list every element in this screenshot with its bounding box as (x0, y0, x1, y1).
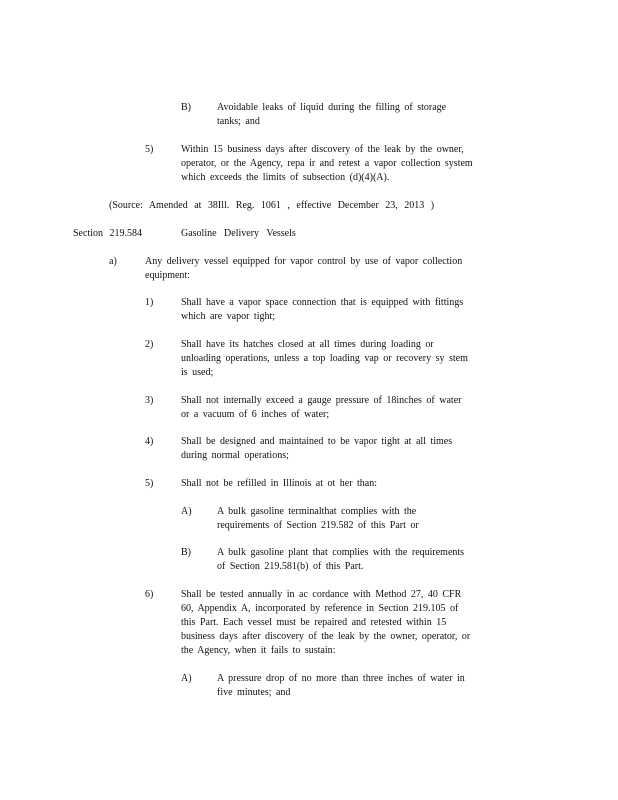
text-line: business days after discovery of the leak by the owner, operator, or (181, 631, 471, 642)
item-label-6a: A) (181, 673, 192, 684)
text-line: Shall not be refilled in Illinois at ot her than: (181, 478, 378, 489)
text-line: which exceeds the limits of subsection (d)(4)(A). (181, 172, 390, 183)
subsection-label-a: a) (109, 256, 117, 267)
paragraph-item-5-prev (181, 143, 473, 185)
section-title: Gasoline Delivery Vessels (181, 228, 296, 239)
item-label-b: B) (181, 102, 191, 113)
item-label-2: 2) (145, 339, 154, 350)
text-line: is used; (181, 367, 214, 378)
text-line: Any delivery vessel equipped for vapor control by use of vapor collection (145, 256, 463, 267)
text-line: which are vapor tight; (181, 311, 276, 322)
item-label-6: 6) (145, 589, 154, 600)
paragraph-item-5 (181, 477, 377, 491)
item-label-3: 3) (145, 395, 154, 406)
text-line: 60, Appendix A, incorporated by reference in Section 219.105 of (181, 603, 459, 614)
paragraph-item-2 (181, 338, 468, 380)
text-line: this Part. Each vessel must be repaired and retested within 15 (181, 617, 447, 628)
text-line: Avoidable leaks of liquid during the filling of storage (217, 102, 447, 113)
paragraph-item-5b (217, 546, 464, 574)
paragraph-item-b (217, 101, 446, 129)
item-label-4: 4) (145, 436, 154, 447)
text-line: tanks; and (217, 116, 260, 127)
section-number: Section 219.584 (73, 228, 142, 239)
text-line: Shall not internally exceed a gauge pressure of 18inches of water (181, 395, 462, 406)
item-label-5-prev: 5) (145, 144, 154, 155)
text-line: Within 15 business days after discovery of the leak by the owner, (181, 144, 464, 155)
text-line: unloading operations, unless a top loading vap or recovery sy stem (181, 353, 468, 364)
text-line: or a vacuum of 6 inches of water; (181, 409, 330, 420)
text-line: operator, or the Agency, repa ir and retest a vapor collection system (181, 158, 473, 169)
paragraph-item-3 (181, 394, 461, 422)
text-line: the Agency, when it fails to sustain: (181, 645, 336, 656)
paragraph-item-4 (181, 435, 452, 463)
paragraph-item-6a (217, 672, 465, 700)
item-label-5a: A) (181, 506, 192, 517)
item-label-1: 1) (145, 297, 154, 308)
text-line: equipment: (145, 270, 190, 281)
text-line: Shall have its hatches closed at all times during loading or (181, 339, 434, 350)
text-line: five minutes; and (217, 687, 291, 698)
text-line: during normal operations; (181, 450, 289, 461)
text-line: Shall be tested annually in ac cordance with Method 27, 40 CFR (181, 589, 462, 600)
item-label-5: 5) (145, 478, 154, 489)
text-line: A bulk gasoline terminalthat complies with the (217, 506, 417, 517)
source-note: (Source: Amended at 38Ill. Reg. 1061 , effective December 23, 2013 ) (109, 200, 435, 211)
text-line: A pressure drop of no more than three inches of water in (217, 673, 465, 684)
paragraph-item-1 (181, 296, 463, 324)
paragraph-subsection-a (145, 255, 462, 283)
text-line: A bulk gasoline plant that complies with the requirements (217, 547, 465, 558)
text-line: Shall be designed and maintained to be vapor tight at all times (181, 436, 453, 447)
paragraph-item-6 (181, 588, 470, 658)
paragraph-item-5a (217, 505, 419, 533)
item-label-5b: B) (181, 547, 191, 558)
text-line: Shall have a vapor space connection that is equipped with fittings (181, 297, 464, 308)
text-line: of Section 219.581(b) of this Part. (217, 561, 364, 572)
text-line: requirements of Section 219.582 of this Part or (217, 520, 419, 531)
